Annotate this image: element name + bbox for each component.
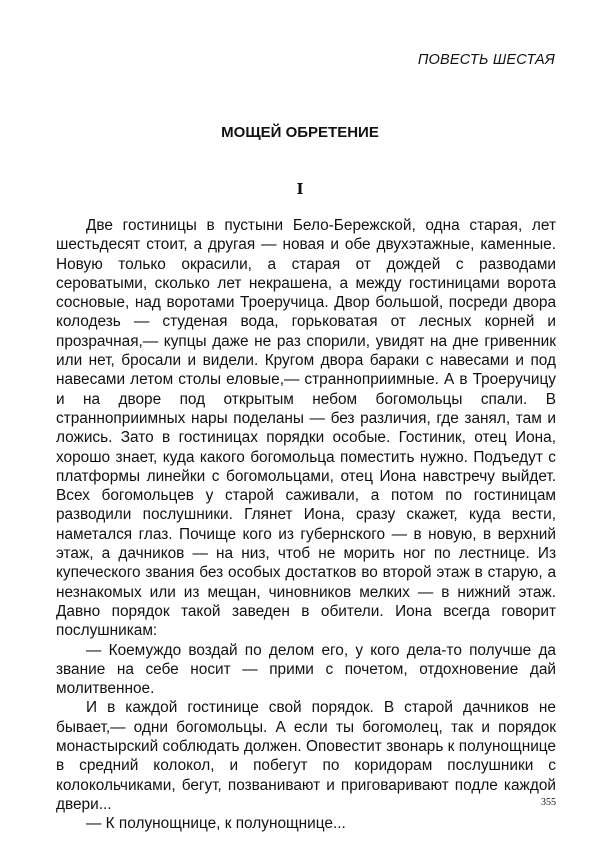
text-body	[56, 216, 556, 834]
paragraph: И в каждой гостинице свой порядок. В старой дачников не бывает,— одни богомольцы. А если ты богомолец, так и порядок монастырский соблюдать должен. Оповестит звонарь к полунощнице в средний колокол, и побегут по коридорам послушники с колокольчиками, бегут, позванивают и приговаривают подле каждой двери...	[56, 699, 556, 813]
section-number: I	[296, 180, 304, 198]
running-head: ПОВЕСТЬ ШЕСТАЯ	[417, 52, 555, 68]
paragraph: Две гостиницы в пустыни Бело-Бережской, одна старая, лет шестьдесят стоит, а другая — новая и обе двухэтажные, каменные. Новую только окрасили, а старая от дождей с разводами сероватыми, сколько лет некрашена, а между гостиницами ворота сосновые, над воротами Троеручица. Двор большой, посреди двора колодезь — студеная вода, горьковатая от лесных корней и прозрачная,— купцы даже не раз спорили, увидят на дне гривенник или нет, бросали и видели. Кругом двора бараки с навесами и под навесами летом столы еловые,— странноприимные. А в Троеручицу и на дворе под открытым небом богомольцы спали. В странноприимных нары поделаны — без различия, где занял, там и ложись. Зато в гостиницах порядки особые. Гостиник, отец Иона, хорошо знает, куда какого богомольца поместить нужно. Подъедут с платформы линейки с богомольцами, отец Иона навстречу выйдет. Всех богомольцев у старой саживали, а потом по гостиницам разводили послушники. Глянет Иона, сразу скажет, куда вести, наметался глаз. Почище кого из губернского — в новую, в верхний этаж, а дачников — на низ, чтоб не морить ног по лестнице. Из купеческого звания без особых достатков во второй этаж в старую, а незнакомых или из мещан, чиновников мелких — в нижний этаж. Давно порядок такой заведен в обители. Иона всегда говорит послушникам:	[56, 217, 556, 640]
page-number: 355	[541, 797, 556, 808]
chapter-title: МОЩЕЙ ОБРЕТЕНИЕ	[221, 124, 379, 141]
paragraph: — К полунощнице, к полунощнице...	[86, 815, 346, 833]
paragraph: — Коемуждо воздай по делом его, у кого дела-то получше да звание на себе носит — прими с почетом, отдохновение дай молитвенное.	[56, 641, 556, 698]
